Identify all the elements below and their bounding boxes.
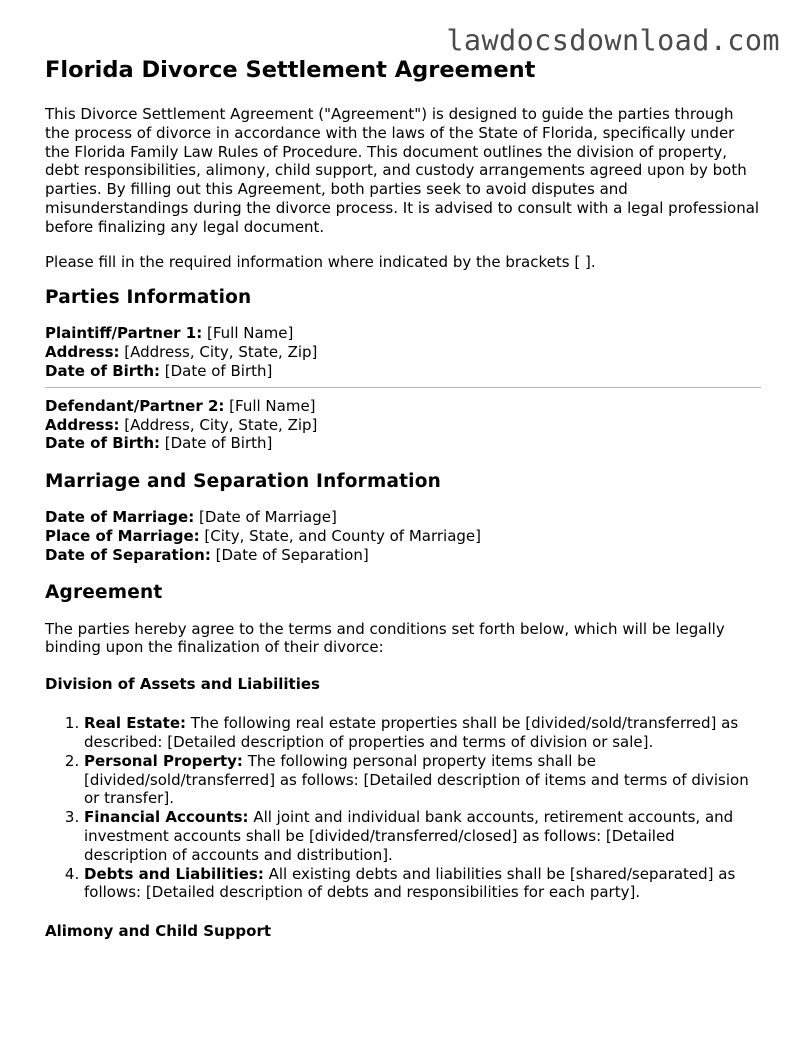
- party1-block: [45, 324, 761, 380]
- field-value: [Date of Marriage]: [194, 508, 337, 527]
- party2-block: [45, 397, 761, 453]
- field-label: Defendant/Partner 2:: [45, 396, 225, 415]
- intro-paragraph: This Divorce Settlement Agreement ("Agreement") is designed to guide the parties through the process of divorce in accordance with the laws of the State of Florida, specifically under the Florida Family Law Rules of Procedure. This document outlines the division of property, debt responsibilities, alimony, child support, and custody arrangements agreed upon by both parties. By filling out this Agreement, both parties seek to avoid disputes and misunderstandings during the divorce process. It is advised to consult with a legal professional before finalizing any legal document.: [45, 105, 760, 236]
- party1-name-field: [45, 324, 761, 343]
- list-item: [84, 752, 761, 808]
- field-value: [Date of Birth]: [160, 434, 273, 453]
- party2-dob-field: [45, 434, 761, 453]
- field-value: [Full Name]: [224, 396, 316, 415]
- field-label: Date of Marriage:: [45, 508, 195, 527]
- marriage-date-field: [45, 508, 761, 527]
- party2-address-field: [45, 416, 761, 435]
- item-text: The following real estate properties shall be [divided/sold/transferred] as described: [Detailed description of properties and terms of division or sale].: [84, 714, 739, 751]
- item-text: All existing debts and liabilities shall be [shared/separated] as follows: [Detailed description of debts and responsibilities for each party].: [84, 864, 736, 902]
- watermark-text: lawdocsdownload.com: [446, 24, 780, 57]
- party1-dob-field: [45, 362, 761, 381]
- document-title: Florida Divorce Settlement Agreement: [45, 57, 536, 83]
- field-value: [Full Name]: [202, 324, 294, 343]
- field-value: [Address, City, State, Zip]: [119, 415, 318, 434]
- agreement-intro: The parties hereby agree to the terms and conditions set forth below, which will be legally binding upon the finalization of their divorce:: [45, 619, 725, 657]
- field-label: Date of Birth:: [45, 361, 161, 380]
- fill-instructions: Please fill in the required information where indicated by the brackets [ ].: [45, 252, 596, 271]
- separator-line: [45, 387, 761, 388]
- field-label: Date of Birth:: [45, 434, 161, 453]
- marriage-heading: Marriage and Separation Information: [45, 471, 442, 493]
- field-value: [Date of Birth]: [160, 361, 273, 380]
- field-label: Address:: [45, 343, 120, 362]
- item-label: Financial Accounts:: [84, 808, 249, 827]
- alimony-heading: Alimony and Child Support: [45, 922, 272, 941]
- parties-heading: Parties Information: [45, 287, 252, 309]
- document-body: [45, 55, 761, 941]
- field-label: Date of Separation:: [45, 545, 211, 564]
- list-item: [84, 714, 761, 752]
- marriage-place-field: [45, 527, 761, 546]
- item-label: Real Estate:: [84, 714, 187, 733]
- item-text: The following personal property items shall be [divided/sold/transferred] as follows: [Detailed description of items and terms of division or transfer].: [84, 751, 749, 808]
- list-item: [84, 808, 761, 864]
- marriage-block: [45, 508, 761, 564]
- field-value: [Date of Separation]: [210, 545, 369, 564]
- list-item: [84, 865, 761, 903]
- field-label: Place of Marriage:: [45, 526, 200, 545]
- item-text: All joint and individual bank accounts, retirement accounts, and investment accounts shall be [divided/transferred/closed] as follows: [Detailed description of accounts and distribution].: [84, 808, 734, 864]
- field-label: Address:: [45, 415, 120, 434]
- assets-list: [45, 714, 761, 902]
- field-label: Plaintiff/Partner 1:: [45, 324, 203, 343]
- party1-address-field: [45, 343, 761, 362]
- separation-date-field: [45, 546, 761, 565]
- field-value: [City, State, and County of Marriage]: [199, 526, 481, 545]
- field-value: [Address, City, State, Zip]: [119, 343, 318, 362]
- party2-name-field: [45, 397, 761, 416]
- item-label: Debts and Liabilities:: [84, 864, 264, 883]
- item-label: Personal Property:: [84, 751, 243, 770]
- agreement-heading: Agreement: [45, 581, 163, 603]
- assets-heading: Division of Assets and Liabilities: [45, 675, 320, 694]
